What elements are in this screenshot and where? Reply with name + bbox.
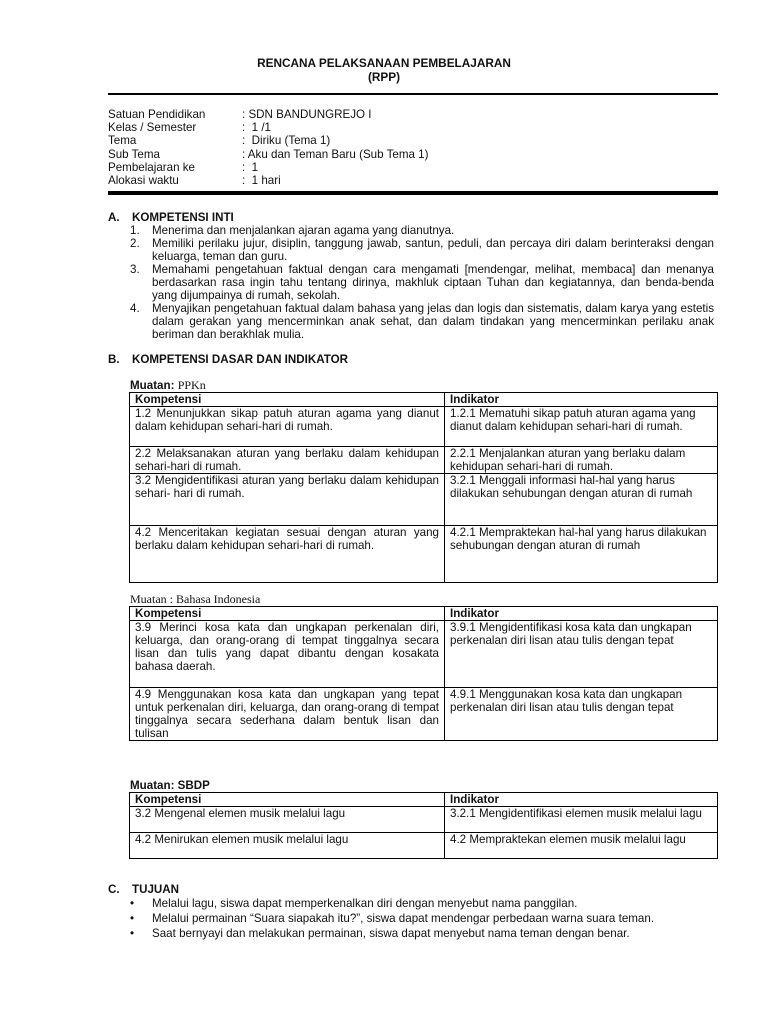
header-kompetensi: Kompetensi xyxy=(130,393,445,407)
identity-label: Kelas / Semester xyxy=(108,121,197,135)
table-header-row xyxy=(130,793,718,807)
list-item xyxy=(130,897,714,910)
identity-row xyxy=(108,134,428,147)
list-item xyxy=(130,237,714,263)
list-number: 4. xyxy=(130,302,140,315)
identity-row xyxy=(108,161,428,174)
table-row xyxy=(130,407,718,447)
muatan-sbdp-label: Muatan: SBDP xyxy=(130,779,210,792)
kompetensi-cell: 3.2 Mengidentifikasi aturan yang berlaku dalam kehidupan sehari- hari di rumah. xyxy=(130,474,445,526)
kompetensi-cell: 1.2 Menunjukkan sikap patuh aturan agama yang dianut dalam kehidupan sehari-hari di rumah. xyxy=(130,407,445,447)
indikator-cell: 4.9.1 Menggunakan kosa kata dan ungkapan perkenalan diri lisan atau tulis dengan tepat xyxy=(445,688,718,741)
list-text: Memiliki perilaku jujur, disiplin, tanggung jawab, santun, peduli, dan percaya diri dalam berinteraksi dengan keluarga, teman dan guru. xyxy=(152,237,714,263)
indikator-cell: 1.2.1 Mematuhi sikap patuh aturan agama yang dianut dalam kehidupan sehari-hari di rumah. xyxy=(445,407,718,447)
table-header-row xyxy=(130,607,718,621)
table-row xyxy=(130,474,718,526)
indikator-cell: 4.2.1 Mempraktekan hal-hal yang harus dilakukan sehubungan dengan aturan di rumah xyxy=(445,526,718,583)
document-subtitle: (RPP) xyxy=(367,70,401,84)
table-row xyxy=(130,833,718,859)
bullet-icon: • xyxy=(130,927,135,940)
list-text: Memahami pengetahuan faktual dengan cara mengamati [mendengar, melihat, membaca] dan menanya berdasarkan rasa ingin tahu tentang dirinya, makhluk ciptaan Tuhan dan kegiatannya, dan benda-benda yang dijumpainya di rumah, sekolah. xyxy=(152,263,714,302)
table-header-row xyxy=(130,393,718,407)
indikator-cell: 3.2.1 Mengidentifikasi elemen musik melalui lagu xyxy=(445,807,718,833)
identity-label: Pembelajaran ke xyxy=(108,160,196,174)
section-letter: A. xyxy=(108,211,120,224)
muatan-prefix: Muatan: xyxy=(130,379,175,392)
list-text: Menerima dan menjalankan ajaran agama yang dianutnya. xyxy=(152,224,455,237)
indikator-cell: 3.9.1 Mengidentifikasi kosa kata dan ungkapan perkenalan diri lisan atau tulis dengan tepat xyxy=(445,621,718,688)
list-item xyxy=(130,912,714,925)
list-text: Saat bernyayi dan melakukan permainan, siswa dapat menyebut nama teman dengan benar. xyxy=(152,927,630,940)
list-number: 3. xyxy=(130,263,140,276)
section-title: KOMPETENSI INTI xyxy=(132,211,234,224)
header-indikator: Indikator xyxy=(445,607,718,621)
identity-value: : 1 /1 xyxy=(242,121,272,135)
identity-value: : 1 xyxy=(242,160,259,174)
identity-row xyxy=(108,121,428,134)
kompetensi-cell: 2.2 Melaksanakan aturan yang berlaku dalam kehidupan sehari-hari di rumah. xyxy=(130,447,445,474)
document-title: RENCANA PELAKSANAAN PEMBELAJARAN xyxy=(257,56,511,70)
list-text: Melalui lagu, siswa dapat memperkenalkan diri dengan menyebut nama panggilan. xyxy=(152,897,578,910)
section-letter: C. xyxy=(108,883,120,896)
section-title: KOMPETENSI DASAR DAN INDIKATOR xyxy=(132,353,348,366)
list-number: 1. xyxy=(130,224,140,237)
identity-label: Satuan Pendidikan xyxy=(108,108,206,121)
muatan-ppkn-label xyxy=(130,379,206,392)
identity-block xyxy=(108,108,428,187)
muatan-subject: PPKn xyxy=(177,378,206,392)
list-item xyxy=(130,224,714,237)
list-text: Melalui permainan “Suara siapakah itu?”, siswa dapat mendengar perbedaan warna suara teman. xyxy=(152,912,655,925)
divider-top xyxy=(108,93,718,95)
identity-value: : Aku dan Teman Baru (Sub Tema 1) xyxy=(242,147,429,161)
header-indikator: Indikator xyxy=(445,793,718,807)
identity-label: Sub Tema xyxy=(108,147,160,161)
identity-label: Alokasi waktu xyxy=(108,173,179,187)
kompetensi-inti-list xyxy=(130,224,714,341)
table-row xyxy=(130,621,718,688)
divider-thick xyxy=(108,191,718,195)
table-row xyxy=(130,807,718,833)
tujuan-list xyxy=(130,897,714,940)
identity-row xyxy=(108,108,428,121)
identity-row xyxy=(108,174,428,187)
kompetensi-cell: 4.2 Menceritakan kegiatan sesuai dengan aturan yang berlaku dalam kehidupan sehari-hari di rumah. xyxy=(130,526,445,583)
sbdp-table xyxy=(129,792,718,859)
header-indikator: Indikator xyxy=(445,393,718,407)
table-row xyxy=(130,447,718,474)
identity-value: : 1 hari xyxy=(242,173,281,187)
indikator-cell: 4.2 Mempraktekan elemen musik melalui lagu xyxy=(445,833,718,859)
header-kompetensi: Kompetensi xyxy=(130,607,445,621)
kompetensi-cell: 3.2 Mengenal elemen musik melalui lagu xyxy=(130,807,445,833)
section-letter: B. xyxy=(108,353,120,366)
list-item xyxy=(130,263,714,302)
section-a-heading xyxy=(108,211,234,224)
table-row xyxy=(130,688,718,741)
list-item xyxy=(130,927,714,940)
indikator-cell: 3.2.1 Menggali informasi hal-hal yang harus dilakukan sehubungan dengan aturan di rumah xyxy=(445,474,718,526)
section-c-heading xyxy=(108,883,179,896)
muatan-bi-label: Muatan : Bahasa Indonesia xyxy=(130,592,261,606)
list-number: 2. xyxy=(130,237,140,250)
identity-value: : Diriku (Tema 1) xyxy=(242,134,331,148)
section-title: TUJUAN xyxy=(132,883,180,896)
section-b-heading xyxy=(108,353,348,366)
kompetensi-cell: 4.9 Menggunakan kosa kata dan ungkapan yang tepat untuk perkenalan diri, keluarga, dan orang-orang di tempat tinggalnya secara sederhana dalam bentuk lisan dan tulisan xyxy=(130,688,445,741)
header-kompetensi: Kompetensi xyxy=(130,793,445,807)
ppkn-table xyxy=(129,392,718,583)
list-item xyxy=(130,302,714,341)
kompetensi-cell: 3.9 Merinci kosa kata dan ungkapan perkenalan diri, keluarga, dan orang-orang di tempat tinggalnya secara lisan dan tulis yang dapat dibantu dengan kosakata bahasa daerah. xyxy=(130,621,445,688)
indikator-cell: 2.2.1 Menjalankan aturan yang berlaku dalam kehidupan sehari-hari di rumah. xyxy=(445,447,718,474)
identity-row xyxy=(108,148,428,161)
bahasa-indonesia-table xyxy=(129,606,718,741)
table-row xyxy=(130,526,718,583)
bullet-icon: • xyxy=(130,912,135,925)
bullet-icon: • xyxy=(130,897,135,910)
kompetensi-cell: 4.2 Menirukan elemen musik melalui lagu xyxy=(130,833,445,859)
list-text: Menyajikan pengetahuan faktual dalam bahasa yang jelas dan logis dan sistematis, dalam karya yang estetis dalam gerakan yang mencerminkan anak sehat, dan dalam tindakan yang mencerminkan perilaku anak beriman dan berakhlak mulia. xyxy=(152,302,714,341)
identity-value: : SDN BANDUNGREJO I xyxy=(242,108,372,121)
identity-label: Tema xyxy=(108,134,137,148)
